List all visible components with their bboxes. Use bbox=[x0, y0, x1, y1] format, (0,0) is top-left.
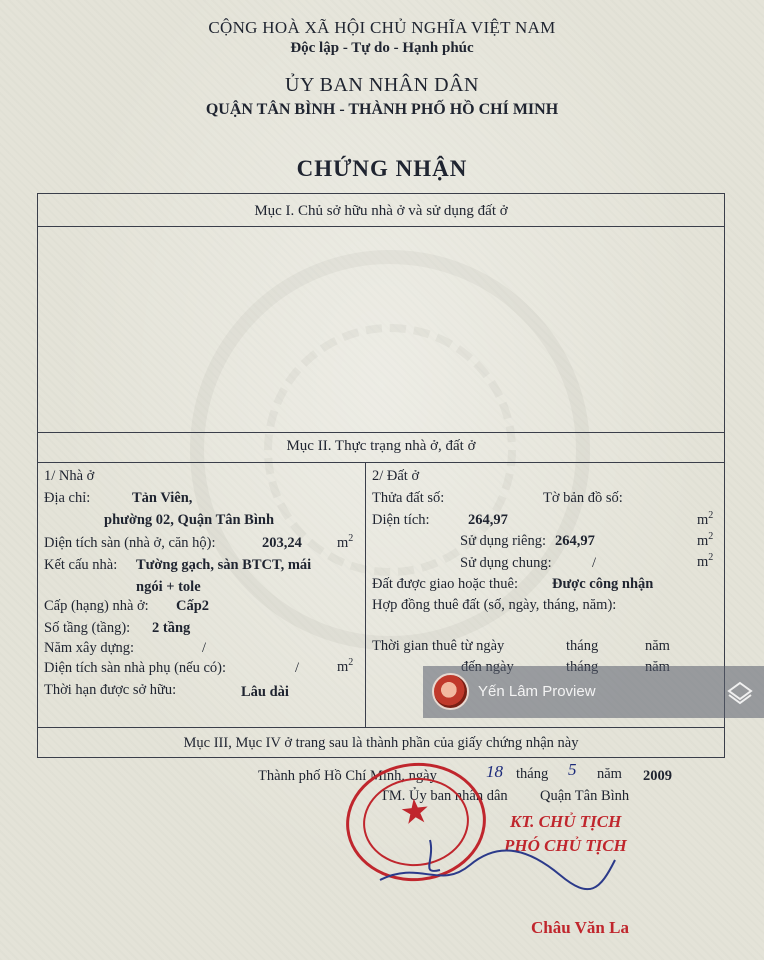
deputy-title-line1: KT. CHỦ TỊCH bbox=[510, 812, 622, 831]
structure-line1: Tường gạch, sàn BTCT, mái bbox=[136, 557, 312, 573]
aux-area-value: / bbox=[295, 660, 300, 676]
signing-year: 2009 bbox=[643, 768, 672, 784]
on-behalf-area: Quận Tân Bình bbox=[540, 788, 630, 804]
on-behalf-prefix: TM. Ủy ban nhân dân bbox=[380, 788, 508, 804]
footer-note: Mục III, Mục IV ở trang sau là thành phần của giấy chứng nhận này bbox=[183, 735, 579, 751]
land-area-label: Diện tích: bbox=[372, 512, 430, 528]
lease-from-year-label: năm bbox=[645, 638, 670, 654]
divider bbox=[37, 432, 725, 433]
column-divider bbox=[365, 462, 366, 727]
land-area-unit: $m^2$ bbox=[697, 510, 714, 528]
address-label: Địa chỉ: bbox=[44, 490, 91, 506]
document-title: CHỨNG NHẬN bbox=[296, 156, 468, 181]
common-use-label: Sử dụng chung: bbox=[460, 555, 552, 571]
signing-day: 18 bbox=[486, 762, 503, 781]
layers-icon bbox=[726, 679, 754, 707]
deputy-title-line2: PHÓ CHỦ TỊCH bbox=[504, 836, 627, 855]
floor-area-value: 203,24 bbox=[262, 535, 302, 551]
allocation-label: Đất được giao hoặc thuê: bbox=[372, 576, 518, 592]
floor-area-unit: $m^2$ bbox=[337, 533, 354, 551]
build-year-value: / bbox=[202, 640, 207, 656]
structure-label: Kết cấu nhà: bbox=[44, 557, 118, 573]
section2-heading: Mục II. Thực trạng nhà ở, đất ở bbox=[286, 438, 476, 454]
motto: Độc lập - Tự do - Hạnh phúc bbox=[290, 40, 474, 56]
lease-from-label: Thời gian thuê từ ngày bbox=[372, 638, 505, 654]
grade-label: Cấp (hạng) nhà ở: bbox=[44, 598, 149, 614]
floor-area-label: Diện tích sàn (nhà ở, căn hộ): bbox=[44, 535, 216, 551]
divider bbox=[37, 462, 725, 463]
lease-contract-label: Hợp đồng thuê đất (số, ngày, tháng, năm): bbox=[372, 597, 617, 613]
build-year-label: Năm xây dựng: bbox=[44, 640, 135, 656]
land-area-value: 264,97 bbox=[468, 512, 508, 528]
seal-star-icon: ★ bbox=[398, 792, 433, 833]
ownership-term-label: Thời hạn được sở hữu: bbox=[44, 682, 177, 698]
country-name: CỘNG HOÀ XÃ HỘI CHỦ NGHĨA VIỆT NAM bbox=[208, 18, 556, 37]
common-use-unit: $m^2$ bbox=[697, 552, 714, 570]
allocation-value: Được công nhận bbox=[552, 576, 654, 592]
place-date-prefix: Thành phố Hồ Chí Minh, ngày bbox=[258, 768, 437, 784]
floors-value: 2 tầng bbox=[152, 620, 191, 636]
parcel-label: Thửa đất số: bbox=[372, 490, 445, 506]
lease-from-month-label: tháng bbox=[566, 638, 599, 654]
watermark-logo-icon bbox=[432, 673, 469, 710]
structure-line2: ngói + tole bbox=[136, 579, 201, 595]
aux-area-unit: $m^2$ bbox=[337, 657, 354, 675]
handwritten-signature bbox=[360, 820, 620, 910]
authority-area: QUẬN TÂN BÌNH - THÀNH PHỐ HỒ CHÍ MINH bbox=[205, 101, 559, 118]
land-heading: 2/ Đất ở bbox=[372, 468, 420, 484]
private-use-unit: $m^2$ bbox=[697, 531, 714, 549]
issuing-authority: ỦY BAN NHÂN DÂN bbox=[285, 74, 479, 96]
address-line2: phường 02, Quận Tân Bình bbox=[104, 512, 275, 528]
divider bbox=[37, 226, 725, 227]
common-use-value: / bbox=[592, 555, 597, 571]
private-use-label: Sử dụng riêng: bbox=[460, 533, 546, 549]
watermark-text: Yến Lâm Proview bbox=[478, 683, 596, 700]
address-line1: Tản Viên, bbox=[132, 490, 193, 506]
signing-month-label: tháng bbox=[516, 766, 549, 782]
floors-label: Số tầng (tầng): bbox=[44, 620, 131, 636]
signer-name: Châu Văn La bbox=[531, 918, 629, 937]
section1-heading: Mục I. Chủ sở hữu nhà ở và sử dụng đất ở bbox=[254, 203, 508, 219]
signing-month: 5 bbox=[568, 760, 577, 779]
house-heading: 1/ Nhà ở bbox=[44, 468, 95, 484]
divider bbox=[37, 727, 725, 728]
signing-year-label: năm bbox=[597, 766, 622, 782]
private-use-value: 264,97 bbox=[555, 533, 595, 549]
grade-value: Cấp2 bbox=[176, 598, 210, 614]
ownership-term-value: Lâu dài bbox=[241, 684, 289, 700]
aux-area-label: Diện tích sàn nhà phụ (nếu có): bbox=[44, 660, 227, 676]
map-sheet-label: Tờ bản đồ số: bbox=[543, 490, 623, 506]
